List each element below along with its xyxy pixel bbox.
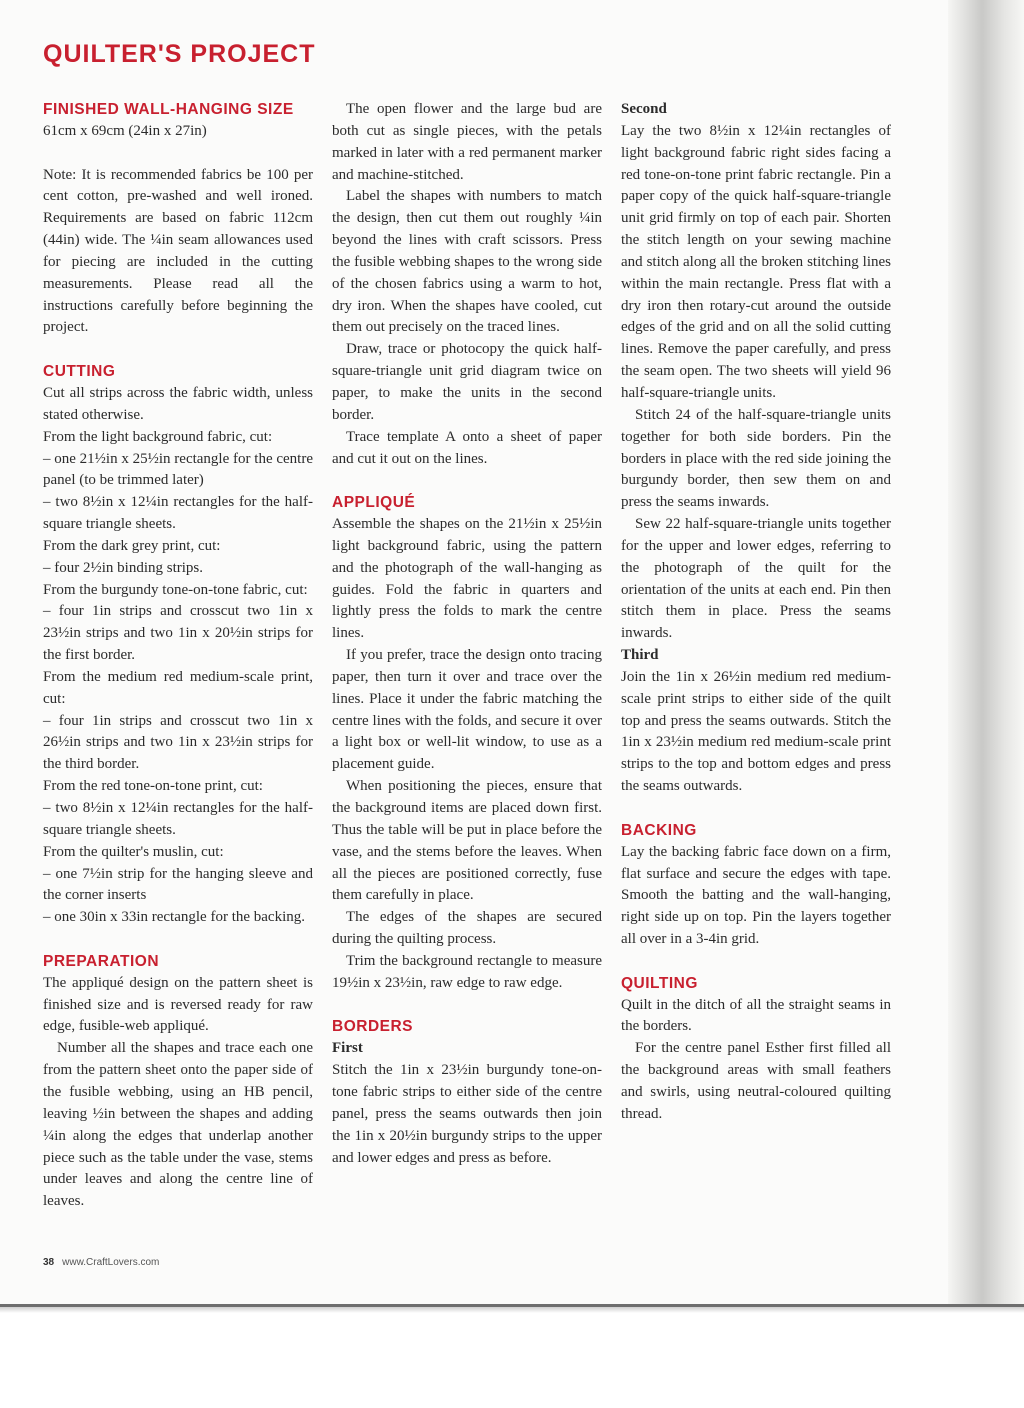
cut-muslin-heading: From the quilter's muslin, cut: xyxy=(43,843,224,860)
heading-applique: APPLIQUÉ xyxy=(332,494,416,512)
cut-medium-red-item-1: – four 1in strips and crosscut two 1in x 26½in strips and two 1in x 23½in strips for the third border. xyxy=(43,712,313,773)
heading-borders: BORDERS xyxy=(332,1018,414,1036)
heading-cutting: CUTTING xyxy=(43,363,116,381)
cut-muslin-item-1: – one 7½in strip for the hanging sleeve and the corner inserts xyxy=(43,865,313,904)
preparation-paragraph-2: Number all the shapes and trace each one from the pattern sheet onto the paper side of the fusible webbing, using an HB pencil, leaving ½in between the shapes and adding ¼in along the edges that underlap another piece such as the table under the vase, stems under leaves and along the centre line of leaves. xyxy=(43,1040,313,1210)
prep-paragraph-5: Draw, trace or photocopy the quick half-square-triangle unit grid diagram twice on paper, to make the units in the second border. xyxy=(332,341,602,423)
page-binding-shadow xyxy=(948,0,1024,1306)
cut-burgundy-heading: From the burgundy tone-on-tone fabric, cut: xyxy=(43,581,308,598)
page-title: QUILTER'S PROJECT xyxy=(43,40,316,68)
cut-red-heading: From the red tone-on-tone print, cut: xyxy=(43,778,263,795)
cut-muslin-item-2: – one 30in x 33in rectangle for the backing. xyxy=(43,909,306,926)
prep-paragraph-6: Trace template A onto a sheet of paper and cut it out on the lines. xyxy=(332,428,602,467)
applique-paragraph-5: Trim the background rectangle to measure 19½in x 23½in, raw edge to raw edge. xyxy=(332,952,602,991)
prep-paragraph-3: The open flower and the large bud are both cut as single pieces, with the petals marked in later with a red permanent marker and machine-stitched. xyxy=(332,101,602,183)
applique-paragraph-1: Assemble the shapes on the 21½in x 25½in light background fabric, using the pattern and the photograph of the wall-hanging as guides. Fold the fabric in quarters and lightly press the folds to mark the centre lines. xyxy=(332,516,602,642)
heading-backing: BACKING xyxy=(621,821,697,839)
prep-paragraph-4: Label the shapes with numbers to match the design, then cut them out roughly ¼in beyond the lines with craft scissors. Press the fusible webbing shapes to the wrong side of the chosen fabrics using a warm to hot, dry iron. When the shapes have cooled, cut them out precisely on the traced lines. xyxy=(332,188,602,336)
column-1 xyxy=(43,99,313,1213)
cutting-intro: Cut all strips across the fabric width, unless stated otherwise. xyxy=(43,384,313,423)
page-footer xyxy=(43,1257,159,1268)
backing-paragraph: Lay the backing fabric face down on a firm, flat surface and secure the edges with tape. Smooth the batting and the wall-hanging, right side up on top. Pin the layers together all over in a 3-4in grid. xyxy=(621,843,891,948)
first-border-paragraph: Stitch the 1in x 23½in burgundy tone-on-tone fabric strips to either side of the centre panel, press the seams outwards then join the 1in x 20½in burgundy strips to the upper and lower edges and press as before. xyxy=(332,1062,602,1166)
column-3 xyxy=(621,99,891,1126)
cut-red-item-1: – two 8½in x 12¼in rectangles for the half-square triangle sheets. xyxy=(43,800,313,838)
subheading-second-border: Second xyxy=(621,101,667,117)
page-number: 38 xyxy=(43,1257,55,1268)
column-2 xyxy=(332,99,602,1169)
applique-paragraph-4: The edges of the shapes are secured during the quilting process. xyxy=(332,909,602,948)
quilting-paragraph-2: For the centre panel Esther first filled all the background areas with small feathers and swirls, using neutral-coloured quilting thread. xyxy=(621,1040,891,1122)
applique-paragraph-2: If you prefer, trace the design onto tracing paper, then turn it over and trace over the lines. Place it under the fabric matching the centre lines with the folds, and secure it over a light box or well-lit window, to use as a placement guide. xyxy=(332,647,602,773)
heading-quilting: QUILTING xyxy=(621,974,698,992)
cut-grey-heading: From the dark grey print, cut: xyxy=(43,537,221,554)
heading-finished-size: FINISHED WALL-HANGING SIZE xyxy=(43,101,294,118)
page-bottom-shadow xyxy=(0,1307,1024,1313)
third-border-paragraph: Join the 1in x 26½in medium red medium-scale print strips to either side of the quilt top and press the seams outwards. Stitch the 1in x 23½in medium red medium-scale print strips to the top and bottom edges and press the seams outwards. xyxy=(621,668,891,795)
cut-medium-red-heading: From the medium red medium-scale print, cut: xyxy=(43,668,313,707)
second-border-paragraph-3: Sew 22 half-square-triangle units together for the upper and lower edges, referring to the photograph of the quilt for the orientation of the units at each end. Pin then stitch them in place. Press the seams inwards. xyxy=(621,516,891,642)
quilting-paragraph-1: Quilt in the ditch of all the straight seams in the borders. xyxy=(621,996,891,1035)
subheading-first-border: First xyxy=(332,1040,363,1057)
cut-burgundy-item-1: – four 1in strips and crosscut two 1in x 23½in strips and two 1in x 20½in strips for the first border. xyxy=(43,603,313,664)
heading-preparation: PREPARATION xyxy=(43,952,160,970)
cut-light-heading: From the light background fabric, cut: xyxy=(43,428,273,445)
finished-size-text: 61cm x 69cm (24in x 27in) xyxy=(43,122,207,139)
cut-grey-item-1: – four 2½in binding strips. xyxy=(43,559,203,576)
cut-light-item-1: – one 21½in x 25½in rectangle for the centre panel (to be trimmed later) xyxy=(43,450,313,489)
second-border-paragraph-2: Stitch 24 of the half-square-triangle units together for both side borders. Pin the borders in place with the red side joining the burgundy border, then sew them on and press the seams inwards. xyxy=(621,406,891,511)
fabric-note: Note: It is recommended fabrics be 100 per cent cotton, pre-washed and well ironed. Requirements are based on fabric 112cm (44in) wide. The ¼in seam allowances used for piecing are included in the cutting measurements. Please read all the instructions carefully before beginning the project. xyxy=(43,166,313,336)
applique-paragraph-3: When positioning the pieces, ensure that the background items are placed down first. Thus the table will be put in place before the vase, and the stems before the leaves. When all the pieces are positioned correctly, fuse them carefully in place. xyxy=(332,778,602,904)
footer-website: www.CraftLovers.com xyxy=(62,1257,160,1268)
second-border-paragraph-1: Lay the two 8½in x 12¼in rectangles of light background fabric right sides facing a red tone-on-tone print fabric rectangle. Pin a paper copy of the quick half-square-triangle unit grid firmly on top of each pair. Shorten the stitch length on your sewing machine and stitch along all the broken stitching lines within the main rectangle. Press flat with a dry iron then rotary-cut around the outside edges of the grid and on all the solid cutting lines. Remove the paper carefully, and press the seam open. The two sheets will yield 96 half-square-triangle units. xyxy=(621,122,891,401)
preparation-paragraph-1: The appliqué design on the pattern sheet is finished size and is reversed ready for raw edge, fusible-web appliqué. xyxy=(43,974,313,1035)
cut-light-item-2: – two 8½in x 12¼in rectangles for the half-square triangle sheets. xyxy=(43,494,313,533)
subheading-third-border: Third xyxy=(621,647,659,664)
